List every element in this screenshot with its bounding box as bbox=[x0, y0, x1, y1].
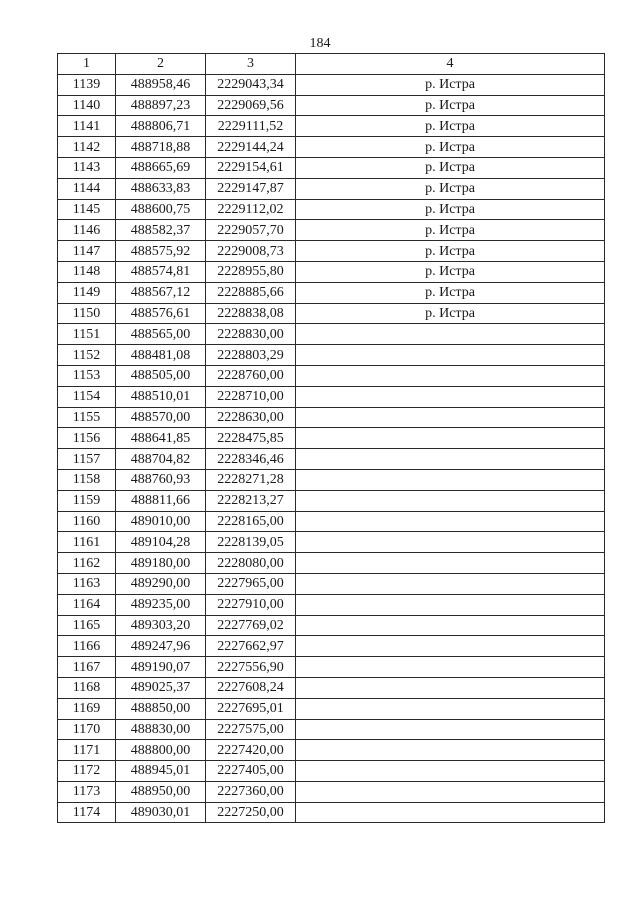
point-number-cell: 1169 bbox=[58, 698, 116, 719]
description-cell bbox=[296, 469, 605, 490]
description-cell: р. Истра bbox=[296, 303, 605, 324]
column-header-4: 4 bbox=[296, 54, 605, 75]
y-coordinate-cell: 2229111,52 bbox=[206, 116, 296, 137]
y-coordinate-cell: 2227405,00 bbox=[206, 761, 296, 782]
table-row bbox=[58, 178, 605, 199]
table-row bbox=[58, 241, 605, 262]
x-coordinate-cell: 488600,75 bbox=[116, 199, 206, 220]
description-cell bbox=[296, 657, 605, 678]
description-cell bbox=[296, 636, 605, 657]
table-row bbox=[58, 573, 605, 594]
description-cell bbox=[296, 386, 605, 407]
point-number-cell: 1168 bbox=[58, 677, 116, 698]
table-row bbox=[58, 199, 605, 220]
description-cell bbox=[296, 449, 605, 470]
description-cell bbox=[296, 594, 605, 615]
table-row bbox=[58, 490, 605, 511]
y-coordinate-cell: 2228803,29 bbox=[206, 345, 296, 366]
x-coordinate-cell: 488760,93 bbox=[116, 469, 206, 490]
point-number-cell: 1156 bbox=[58, 428, 116, 449]
x-coordinate-cell: 489303,20 bbox=[116, 615, 206, 636]
y-coordinate-cell: 2227575,00 bbox=[206, 719, 296, 740]
table-row bbox=[58, 594, 605, 615]
y-coordinate-cell: 2228213,27 bbox=[206, 490, 296, 511]
x-coordinate-cell: 488958,46 bbox=[116, 74, 206, 95]
table-row bbox=[58, 324, 605, 345]
y-coordinate-cell: 2228165,00 bbox=[206, 511, 296, 532]
x-coordinate-cell: 488718,88 bbox=[116, 137, 206, 158]
table-row bbox=[58, 449, 605, 470]
x-coordinate-cell: 488505,00 bbox=[116, 365, 206, 386]
y-coordinate-cell: 2227420,00 bbox=[206, 740, 296, 761]
point-number-cell: 1150 bbox=[58, 303, 116, 324]
point-number-cell: 1158 bbox=[58, 469, 116, 490]
description-cell: р. Истра bbox=[296, 74, 605, 95]
x-coordinate-cell: 488850,00 bbox=[116, 698, 206, 719]
y-coordinate-cell: 2227662,97 bbox=[206, 636, 296, 657]
description-cell bbox=[296, 740, 605, 761]
table-row bbox=[58, 636, 605, 657]
y-coordinate-cell: 2229147,87 bbox=[206, 178, 296, 199]
description-cell bbox=[296, 407, 605, 428]
table-row bbox=[58, 677, 605, 698]
x-coordinate-cell: 489247,96 bbox=[116, 636, 206, 657]
table-row bbox=[58, 157, 605, 178]
x-coordinate-cell: 489190,07 bbox=[116, 657, 206, 678]
x-coordinate-cell: 488811,66 bbox=[116, 490, 206, 511]
x-coordinate-cell: 488510,01 bbox=[116, 386, 206, 407]
table-row bbox=[58, 137, 605, 158]
table-row bbox=[58, 553, 605, 574]
point-number-cell: 1171 bbox=[58, 740, 116, 761]
x-coordinate-cell: 489010,00 bbox=[116, 511, 206, 532]
description-cell bbox=[296, 802, 605, 823]
table-row bbox=[58, 657, 605, 678]
y-coordinate-cell: 2229154,61 bbox=[206, 157, 296, 178]
y-coordinate-cell: 2228271,28 bbox=[206, 469, 296, 490]
x-coordinate-cell: 488582,37 bbox=[116, 220, 206, 241]
y-coordinate-cell: 2227608,24 bbox=[206, 677, 296, 698]
x-coordinate-cell: 489030,01 bbox=[116, 802, 206, 823]
x-coordinate-cell: 488570,00 bbox=[116, 407, 206, 428]
description-cell bbox=[296, 719, 605, 740]
table-row bbox=[58, 116, 605, 137]
column-header-2: 2 bbox=[116, 54, 206, 75]
y-coordinate-cell: 2227250,00 bbox=[206, 802, 296, 823]
point-number-cell: 1144 bbox=[58, 178, 116, 199]
description-cell bbox=[296, 365, 605, 386]
y-coordinate-cell: 2228080,00 bbox=[206, 553, 296, 574]
y-coordinate-cell: 2227360,00 bbox=[206, 781, 296, 802]
point-number-cell: 1161 bbox=[58, 532, 116, 553]
point-number-cell: 1152 bbox=[58, 345, 116, 366]
description-cell bbox=[296, 553, 605, 574]
description-cell: р. Истра bbox=[296, 178, 605, 199]
point-number-cell: 1139 bbox=[58, 74, 116, 95]
y-coordinate-cell: 2228475,85 bbox=[206, 428, 296, 449]
table-row bbox=[58, 698, 605, 719]
x-coordinate-cell: 488830,00 bbox=[116, 719, 206, 740]
table-row bbox=[58, 365, 605, 386]
x-coordinate-cell: 488565,00 bbox=[116, 324, 206, 345]
table-row bbox=[58, 802, 605, 823]
table-row bbox=[58, 220, 605, 241]
point-number-cell: 1155 bbox=[58, 407, 116, 428]
table-row bbox=[58, 74, 605, 95]
point-number-cell: 1147 bbox=[58, 241, 116, 262]
table-header-row bbox=[58, 54, 605, 75]
point-number-cell: 1145 bbox=[58, 199, 116, 220]
description-cell bbox=[296, 781, 605, 802]
point-number-cell: 1173 bbox=[58, 781, 116, 802]
description-cell: р. Истра bbox=[296, 157, 605, 178]
table-row bbox=[58, 407, 605, 428]
point-number-cell: 1165 bbox=[58, 615, 116, 636]
description-cell bbox=[296, 511, 605, 532]
point-number-cell: 1160 bbox=[58, 511, 116, 532]
x-coordinate-cell: 489290,00 bbox=[116, 573, 206, 594]
table-row bbox=[58, 261, 605, 282]
point-number-cell: 1148 bbox=[58, 261, 116, 282]
y-coordinate-cell: 2228838,08 bbox=[206, 303, 296, 324]
description-cell bbox=[296, 428, 605, 449]
y-coordinate-cell: 2229057,70 bbox=[206, 220, 296, 241]
y-coordinate-cell: 2227556,90 bbox=[206, 657, 296, 678]
description-cell bbox=[296, 573, 605, 594]
x-coordinate-cell: 489180,00 bbox=[116, 553, 206, 574]
description-cell: р. Истра bbox=[296, 261, 605, 282]
description-cell bbox=[296, 532, 605, 553]
y-coordinate-cell: 2227910,00 bbox=[206, 594, 296, 615]
table-row bbox=[58, 345, 605, 366]
column-header-1: 1 bbox=[58, 54, 116, 75]
point-number-cell: 1170 bbox=[58, 719, 116, 740]
x-coordinate-cell: 488945,01 bbox=[116, 761, 206, 782]
table-row bbox=[58, 282, 605, 303]
table-row bbox=[58, 386, 605, 407]
x-coordinate-cell: 488950,00 bbox=[116, 781, 206, 802]
point-number-cell: 1166 bbox=[58, 636, 116, 657]
description-cell: р. Истра bbox=[296, 241, 605, 262]
point-number-cell: 1174 bbox=[58, 802, 116, 823]
table-row bbox=[58, 428, 605, 449]
table-row bbox=[58, 740, 605, 761]
point-number-cell: 1146 bbox=[58, 220, 116, 241]
x-coordinate-cell: 488567,12 bbox=[116, 282, 206, 303]
description-cell bbox=[296, 677, 605, 698]
column-header-3: 3 bbox=[206, 54, 296, 75]
y-coordinate-cell: 2228630,00 bbox=[206, 407, 296, 428]
coordinates-table bbox=[57, 53, 605, 823]
x-coordinate-cell: 488800,00 bbox=[116, 740, 206, 761]
x-coordinate-cell: 488575,92 bbox=[116, 241, 206, 262]
y-coordinate-cell: 2227695,01 bbox=[206, 698, 296, 719]
x-coordinate-cell: 488574,81 bbox=[116, 261, 206, 282]
table-row bbox=[58, 532, 605, 553]
description-cell bbox=[296, 698, 605, 719]
page-number: 184 bbox=[309, 36, 331, 51]
point-number-cell: 1172 bbox=[58, 761, 116, 782]
description-cell: р. Истра bbox=[296, 220, 605, 241]
point-number-cell: 1153 bbox=[58, 365, 116, 386]
description-cell: р. Истра bbox=[296, 137, 605, 158]
y-coordinate-cell: 2228955,80 bbox=[206, 261, 296, 282]
table-body bbox=[58, 74, 605, 823]
table-row bbox=[58, 469, 605, 490]
y-coordinate-cell: 2229112,02 bbox=[206, 199, 296, 220]
y-coordinate-cell: 2228760,00 bbox=[206, 365, 296, 386]
point-number-cell: 1149 bbox=[58, 282, 116, 303]
description-cell: р. Истра bbox=[296, 199, 605, 220]
x-coordinate-cell: 488806,71 bbox=[116, 116, 206, 137]
point-number-cell: 1157 bbox=[58, 449, 116, 470]
y-coordinate-cell: 2227965,00 bbox=[206, 573, 296, 594]
table-row bbox=[58, 303, 605, 324]
y-coordinate-cell: 2229008,73 bbox=[206, 241, 296, 262]
point-number-cell: 1159 bbox=[58, 490, 116, 511]
description-cell: р. Истра bbox=[296, 116, 605, 137]
x-coordinate-cell: 488576,61 bbox=[116, 303, 206, 324]
point-number-cell: 1142 bbox=[58, 137, 116, 158]
x-coordinate-cell: 488633,83 bbox=[116, 178, 206, 199]
point-number-cell: 1163 bbox=[58, 573, 116, 594]
point-number-cell: 1151 bbox=[58, 324, 116, 345]
point-number-cell: 1141 bbox=[58, 116, 116, 137]
description-cell: р. Истра bbox=[296, 282, 605, 303]
description-cell bbox=[296, 615, 605, 636]
y-coordinate-cell: 2229069,56 bbox=[206, 95, 296, 116]
y-coordinate-cell: 2228710,00 bbox=[206, 386, 296, 407]
y-coordinate-cell: 2229144,24 bbox=[206, 137, 296, 158]
description-cell bbox=[296, 490, 605, 511]
x-coordinate-cell: 488481,08 bbox=[116, 345, 206, 366]
y-coordinate-cell: 2229043,34 bbox=[206, 74, 296, 95]
x-coordinate-cell: 488897,23 bbox=[116, 95, 206, 116]
table-row bbox=[58, 719, 605, 740]
table-row bbox=[58, 95, 605, 116]
description-cell bbox=[296, 345, 605, 366]
point-number-cell: 1140 bbox=[58, 95, 116, 116]
point-number-cell: 1162 bbox=[58, 553, 116, 574]
x-coordinate-cell: 489025,37 bbox=[116, 677, 206, 698]
table-row bbox=[58, 781, 605, 802]
y-coordinate-cell: 2228885,66 bbox=[206, 282, 296, 303]
point-number-cell: 1143 bbox=[58, 157, 116, 178]
y-coordinate-cell: 2228346,46 bbox=[206, 449, 296, 470]
y-coordinate-cell: 2228830,00 bbox=[206, 324, 296, 345]
table-row bbox=[58, 761, 605, 782]
description-cell bbox=[296, 324, 605, 345]
y-coordinate-cell: 2228139,05 bbox=[206, 532, 296, 553]
x-coordinate-cell: 488641,85 bbox=[116, 428, 206, 449]
x-coordinate-cell: 488704,82 bbox=[116, 449, 206, 470]
point-number-cell: 1164 bbox=[58, 594, 116, 615]
description-cell bbox=[296, 761, 605, 782]
table-row bbox=[58, 615, 605, 636]
point-number-cell: 1167 bbox=[58, 657, 116, 678]
description-cell: р. Истра bbox=[296, 95, 605, 116]
x-coordinate-cell: 488665,69 bbox=[116, 157, 206, 178]
x-coordinate-cell: 489104,28 bbox=[116, 532, 206, 553]
y-coordinate-cell: 2227769,02 bbox=[206, 615, 296, 636]
point-number-cell: 1154 bbox=[58, 386, 116, 407]
x-coordinate-cell: 489235,00 bbox=[116, 594, 206, 615]
table-row bbox=[58, 511, 605, 532]
